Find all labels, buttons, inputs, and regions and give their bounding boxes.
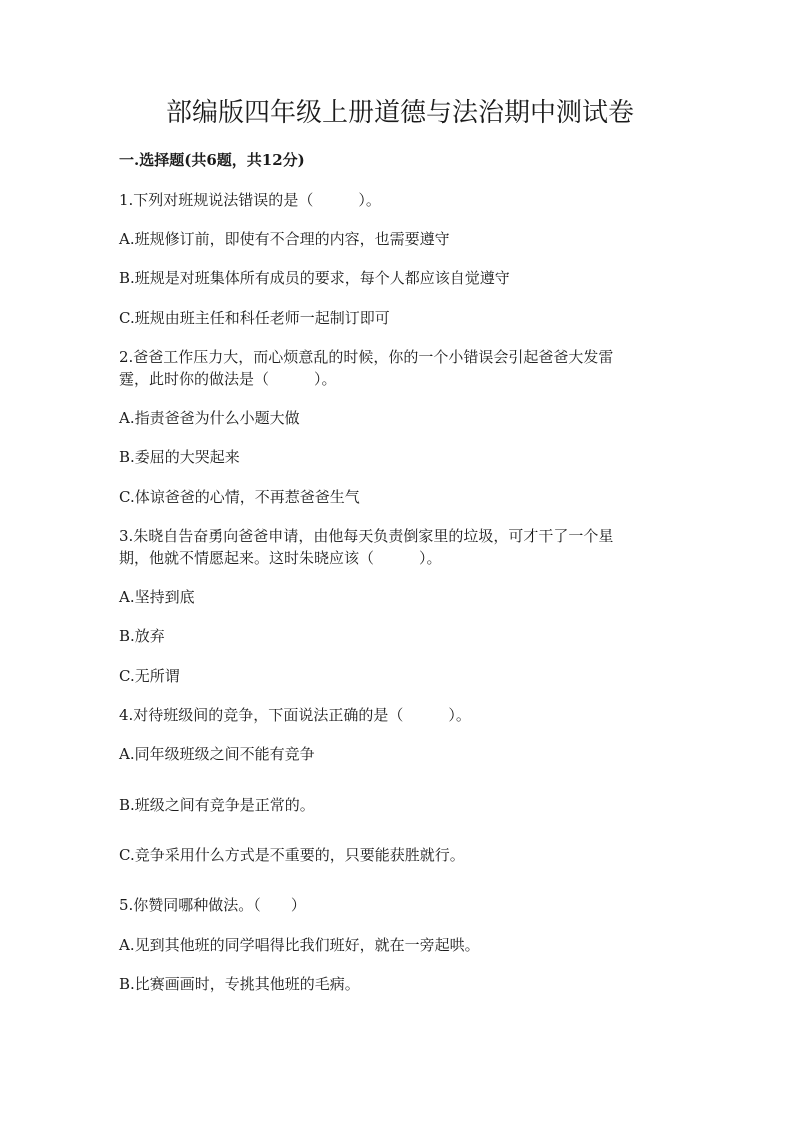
page-title: 部编版四年级上册道德与法治期中测试卷 bbox=[165, 98, 634, 128]
question-1-option-c: C.班规由班主任和科任老师一起制订即可 bbox=[119, 309, 390, 327]
question-5-stem: 5.你赞同哪种做法。（ ） bbox=[119, 896, 306, 914]
question-4-stem: 4.对待班级间的竞争，下面说法正确的是（ ）。 bbox=[119, 706, 471, 724]
question-3-option-a: A.坚持到底 bbox=[119, 588, 195, 606]
question-3-stem-line-1: 3.朱晓自告奋勇向爸爸申请，由他每天负责倒家里的垃圾，可才干了一个星 bbox=[119, 527, 614, 545]
question-5-option-a: A.见到其他班的同学唱得比我们班好，就在一旁起哄。 bbox=[119, 936, 480, 954]
question-4-option-c: C.竞争采用什么方式是不重要的，只要能获胜就行。 bbox=[119, 846, 465, 864]
question-4-option-a: A.同年级班级之间不能有竞争 bbox=[119, 745, 315, 763]
question-4-option-b: B.班级之间有竞争是正常的。 bbox=[119, 796, 315, 814]
question-2-stem-line-2: 霆，此时你的做法是（ ）。 bbox=[119, 370, 337, 388]
question-2-option-a: A.指责爸爸为什么小题大做 bbox=[119, 409, 300, 427]
section-heading: 一.选择题(共6题，共12分) bbox=[119, 151, 305, 169]
question-1-option-a: A.班规修订前，即使有不合理的内容，也需要遵守 bbox=[119, 230, 450, 248]
question-5-option-b: B.比赛画画时，专挑其他班的毛病。 bbox=[119, 975, 360, 993]
question-1-stem: 1.下列对班规说法错误的是（ ）。 bbox=[119, 191, 381, 209]
question-2-option-b: B.委屈的大哭起来 bbox=[119, 448, 240, 466]
question-1-option-b: B.班规是对班集体所有成员的要求，每个人都应该自觉遵守 bbox=[119, 269, 510, 287]
question-3-stem-line-2: 期，他就不情愿起来。这时朱晓应该（ ）。 bbox=[119, 549, 442, 567]
question-2-option-c: C.体谅爸爸的心情，不再惹爸爸生气 bbox=[119, 488, 360, 506]
question-3-option-c: C.无所谓 bbox=[119, 667, 180, 685]
question-2-stem-line-1: 2.爸爸工作压力大，而心烦意乱的时候，你的一个小错误会引起爸爸大发雷 bbox=[119, 348, 614, 366]
question-3-option-b: B.放弃 bbox=[119, 627, 165, 645]
